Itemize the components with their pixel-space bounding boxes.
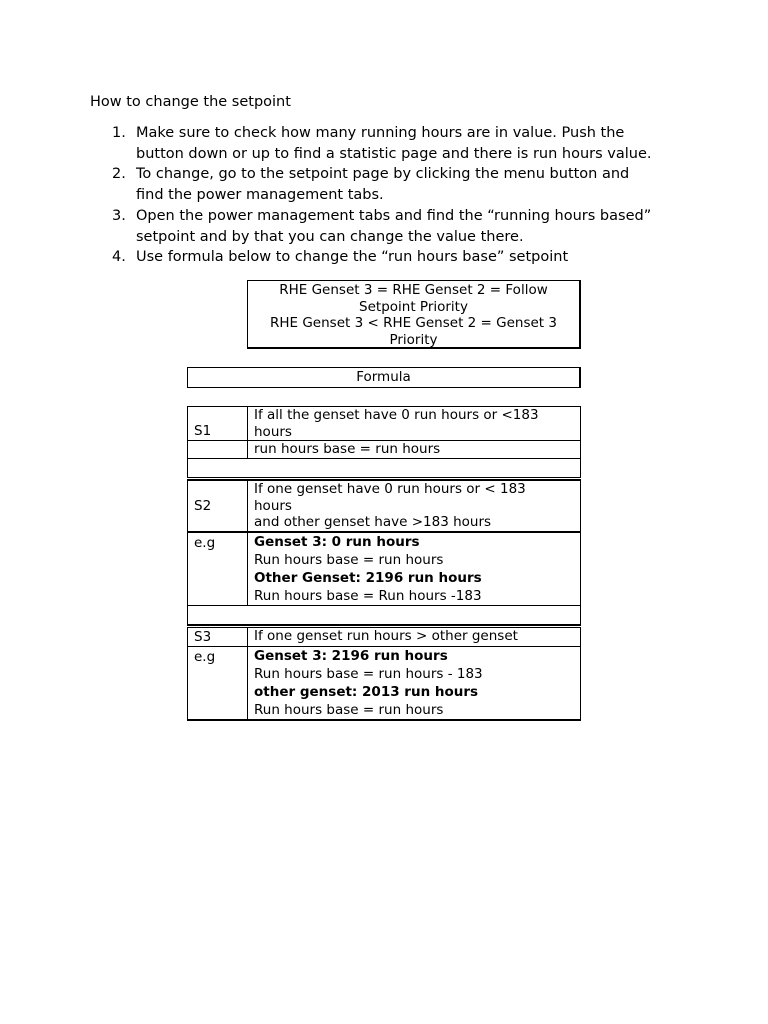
scenario-result: run hours base = run hours [248,441,581,459]
table-row [188,606,581,626]
table-row [188,407,581,441]
priority-rule-box [247,280,581,349]
step-text: setpoint and by that you can change the value there. [136,228,524,245]
example-line: Run hours base = Run hours -183 [254,588,482,605]
table-row [188,646,581,720]
scenario-condition [248,480,581,532]
empty-cell [188,441,248,459]
example-line: Run hours base = run hours [254,551,444,568]
table-row [188,532,581,606]
step-text: Use formula below to change the “run hours base” setpoint [136,249,569,266]
table-row [188,441,581,459]
rule-line: Setpoint Priority [359,298,468,315]
condition-line: If all the genset have 0 run hours or <183 [254,407,539,423]
formula-header: Formula [187,367,581,388]
rule-line: RHE Genset 3 = RHE Genset 2 = Follow [279,282,548,298]
step-number: 4. [112,249,126,266]
example-label: e.g [188,532,248,606]
example-line: Run hours base = run hours [254,702,444,719]
list-item [112,206,692,247]
spacer-cell [188,458,581,477]
list-item [112,123,692,164]
example-line: Other Genset: 2196 run hours [254,569,482,586]
steps-list [112,123,692,268]
step-text: To change, go to the setpoint page by clicking the menu button and [136,166,630,183]
step-text: Open the power management tabs and find the “running hours based” [136,207,652,224]
condition-line: hours [254,497,292,514]
condition-line: If one genset have 0 run hours or < 183 [254,481,526,497]
step-text: find the power management tabs. [136,187,384,204]
example-cell [248,646,581,720]
condition-line: hours [254,423,292,440]
list-item [112,247,692,268]
rule-line: Priority [389,331,438,348]
example-line: Run hours base = run hours - 183 [254,665,483,682]
scenario-condition: If one genset run hours > other genset [248,628,581,647]
scenario-label: S3 [188,628,248,647]
example-cell [248,532,581,606]
table-row [188,628,581,647]
step-text: Make sure to check how many running hours are in value. Push the [136,125,625,141]
step-number: 2. [112,166,126,183]
table-row [188,480,581,532]
step-text: button down or up to find a statistic page and there is run hours value. [136,145,652,162]
example-line: other genset: 2013 run hours [254,683,479,700]
table-row [188,458,581,477]
scenario-condition [248,407,581,441]
example-line: Genset 3: 2196 run hours [254,647,448,664]
scenario-label: S1 [188,407,248,441]
list-item [112,164,692,205]
rule-line: RHE Genset 3 < RHE Genset 2 = Genset 3 [269,315,557,331]
scenario-s2-table [187,479,581,626]
step-number: 1. [112,125,126,141]
example-label: e.g [188,646,248,720]
scenario-s3-table [187,627,581,721]
page-title: How to change the setpoint [90,94,291,110]
scenario-s1-table [187,406,581,478]
spacer-cell [188,606,581,626]
condition-line: and other genset have >183 hours [254,514,492,530]
example-line: Genset 3: 0 run hours [254,533,420,550]
step-number: 3. [112,207,126,224]
scenario-label: S2 [188,480,248,532]
